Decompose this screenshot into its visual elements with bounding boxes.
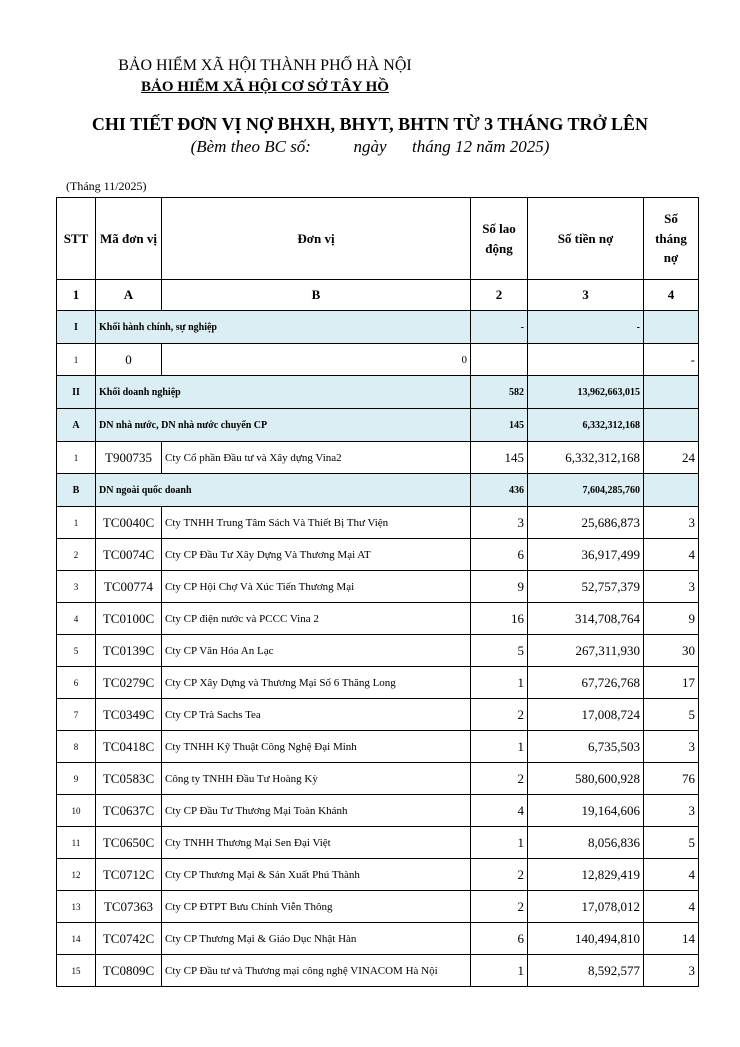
cell-unit-name: Cty CP ĐTPT Bưu Chính Viễn Thông <box>162 891 471 923</box>
cell-amount: 17,078,012 <box>528 891 644 923</box>
col-index-unit: B <box>162 280 471 311</box>
cell-stt: 1 <box>57 442 96 474</box>
cell-unit-name: Cty CP Văn Hóa An Lạc <box>162 635 471 667</box>
cell-workers: 145 <box>471 442 528 474</box>
table-row <box>57 442 699 474</box>
cell-unit-name: Cty TNHH Thương Mại Sen Đại Việt <box>162 827 471 859</box>
cell-workers: 4 <box>471 795 528 827</box>
group-row <box>57 376 699 409</box>
table-row <box>57 539 699 571</box>
cell-amount: 19,164,606 <box>528 795 644 827</box>
cell-unit-name: Cty TNHH Kỹ Thuật Công Nghệ Đại Minh <box>162 731 471 763</box>
table-row <box>57 507 699 539</box>
cell-unit-name: Cty CP Thương Mại & Giáo Dục Nhật Hàn <box>162 923 471 955</box>
cell-unit-code: TC07363 <box>96 891 162 923</box>
cell-workers: 145 <box>471 409 528 442</box>
col-header-stt: STT <box>57 198 96 280</box>
cell-unit-code: TC0712C <box>96 859 162 891</box>
cell-stt: 10 <box>57 795 96 827</box>
cell-group-name: Khối hành chính, sự nghiệp <box>96 311 471 344</box>
debt-table <box>56 197 699 987</box>
cell-stt: 5 <box>57 635 96 667</box>
cell-workers: 6 <box>471 923 528 955</box>
table-row <box>57 827 699 859</box>
table-row <box>57 763 699 795</box>
table-row <box>57 891 699 923</box>
cell-months: 4 <box>644 859 699 891</box>
cell-months: 3 <box>644 507 699 539</box>
cell-unit-code: TC0279C <box>96 667 162 699</box>
cell-months <box>644 474 699 507</box>
cell-months: 4 <box>644 891 699 923</box>
cell-stt: 6 <box>57 667 96 699</box>
cell-workers: 1 <box>471 827 528 859</box>
cell-amount: 13,962,663,015 <box>528 376 644 409</box>
column-index-row <box>57 280 699 311</box>
cell-unit-code: TC00774 <box>96 571 162 603</box>
cell-stt: 9 <box>57 763 96 795</box>
cell-amount: 52,757,379 <box>528 571 644 603</box>
col-index-code: A <box>96 280 162 311</box>
table-row <box>57 859 699 891</box>
table-row <box>57 699 699 731</box>
cell-unit-code: TC0583C <box>96 763 162 795</box>
cell-stt: 3 <box>57 571 96 603</box>
cell-workers: 3 <box>471 507 528 539</box>
cell-unit-name: Công ty TNHH Đầu Tư Hoàng Kỳ <box>162 763 471 795</box>
cell-unit-name: Cty CP Thương Mại & Sản Xuất Phú Thành <box>162 859 471 891</box>
cell-months <box>644 311 699 344</box>
table-row <box>57 667 699 699</box>
report-subtitle: (Bèm theo BC số: ngày tháng 12 năm 2025) <box>190 137 550 156</box>
cell-months: - <box>644 344 699 376</box>
cell-unit-name: Cty CP Đầu Tư Xây Dựng Và Thương Mại AT <box>162 539 471 571</box>
cell-stt: II <box>57 376 96 409</box>
cell-months: 5 <box>644 827 699 859</box>
cell-stt: 1 <box>57 507 96 539</box>
cell-months: 17 <box>644 667 699 699</box>
cell-workers <box>471 344 528 376</box>
cell-unit-name: Cty Cổ phần Đầu tư và Xây dựng Vina2 <box>162 442 471 474</box>
col-header-unit: Đơn vị <box>162 198 471 280</box>
cell-unit-name: 0 <box>162 344 471 376</box>
table-header-row <box>57 198 699 280</box>
cell-unit-code: TC0809C <box>96 955 162 987</box>
cell-workers: 6 <box>471 539 528 571</box>
cell-workers: 1 <box>471 955 528 987</box>
cell-stt: 1 <box>57 344 96 376</box>
cell-amount: 6,332,312,168 <box>528 442 644 474</box>
table-row <box>57 923 699 955</box>
cell-unit-name: Cty CP Trà Sachs Tea <box>162 699 471 731</box>
cell-amount: 267,311,930 <box>528 635 644 667</box>
cell-months: 24 <box>644 442 699 474</box>
cell-unit-name: Cty CP Hội Chợ Và Xúc Tiến Thương Mại <box>162 571 471 603</box>
col-index-stt: 1 <box>57 280 96 311</box>
cell-amount <box>528 344 644 376</box>
cell-amount: 7,604,285,760 <box>528 474 644 507</box>
cell-months <box>644 376 699 409</box>
cell-stt: B <box>57 474 96 507</box>
table-row <box>57 344 699 376</box>
cell-stt: 8 <box>57 731 96 763</box>
cell-unit-code: TC0637C <box>96 795 162 827</box>
cell-amount: 36,917,499 <box>528 539 644 571</box>
cell-stt: A <box>57 409 96 442</box>
table-row <box>57 571 699 603</box>
cell-stt: 12 <box>57 859 96 891</box>
cell-group-name: Khối doanh nghiệp <box>96 376 471 409</box>
cell-amount: 12,829,419 <box>528 859 644 891</box>
cell-unit-code: T900735 <box>96 442 162 474</box>
cell-months: 4 <box>644 539 699 571</box>
cell-amount: 67,726,768 <box>528 667 644 699</box>
cell-unit-name: Cty CP Xây Dựng và Thương Mại Số 6 Thăng Long <box>162 667 471 699</box>
cell-workers: 2 <box>471 891 528 923</box>
cell-amount: 314,708,764 <box>528 603 644 635</box>
cell-amount: 17,008,724 <box>528 699 644 731</box>
cell-workers: 9 <box>471 571 528 603</box>
cell-amount: - <box>528 311 644 344</box>
report-period: (Tháng 11/2025) <box>66 179 147 193</box>
cell-workers: 16 <box>471 603 528 635</box>
cell-workers: 2 <box>471 859 528 891</box>
cell-months: 3 <box>644 955 699 987</box>
cell-months: 3 <box>644 795 699 827</box>
cell-workers: 5 <box>471 635 528 667</box>
cell-stt: 4 <box>57 603 96 635</box>
cell-unit-name: Cty CP Đầu Tư Thương Mại Toàn Khánh <box>162 795 471 827</box>
cell-group-name: DN ngoài quốc doanh <box>96 474 471 507</box>
group-row <box>57 474 699 507</box>
col-index-amount: 3 <box>528 280 644 311</box>
table-row <box>57 795 699 827</box>
cell-months <box>644 409 699 442</box>
col-header-code: Mã đơn vị <box>96 198 162 280</box>
cell-months: 30 <box>644 635 699 667</box>
cell-unit-code: TC0349C <box>96 699 162 731</box>
cell-unit-code: TC0040C <box>96 507 162 539</box>
cell-amount: 8,056,836 <box>528 827 644 859</box>
cell-workers: 1 <box>471 667 528 699</box>
cell-workers: 582 <box>471 376 528 409</box>
cell-unit-name: Cty TNHH Trung Tâm Sách Và Thiết Bị Thư Viện <box>162 507 471 539</box>
cell-amount: 8,592,577 <box>528 955 644 987</box>
table-row <box>57 731 699 763</box>
cell-months: 9 <box>644 603 699 635</box>
cell-workers: 2 <box>471 763 528 795</box>
cell-stt: 2 <box>57 539 96 571</box>
report-title: CHI TIẾT ĐƠN VỊ NỢ BHXH, BHYT, BHTN TỪ 3 THÁNG TRỞ LÊN <box>91 114 649 134</box>
cell-workers: 2 <box>471 699 528 731</box>
col-index-months: 4 <box>644 280 699 311</box>
cell-unit-code: TC0100C <box>96 603 162 635</box>
cell-stt: 13 <box>57 891 96 923</box>
col-header-months: Số tháng nợ <box>644 198 699 280</box>
cell-unit-name: Cty CP điện nước và PCCC Vina 2 <box>162 603 471 635</box>
cell-unit-code: TC0742C <box>96 923 162 955</box>
cell-months: 14 <box>644 923 699 955</box>
cell-months: 3 <box>644 571 699 603</box>
cell-unit-name: Cty CP Đầu tư và Thương mại công nghệ VINACOM Hà Nội <box>162 955 471 987</box>
cell-stt: I <box>57 311 96 344</box>
cell-stt: 14 <box>57 923 96 955</box>
cell-amount: 140,494,810 <box>528 923 644 955</box>
cell-unit-code: TC0650C <box>96 827 162 859</box>
cell-amount: 6,735,503 <box>528 731 644 763</box>
group-row <box>57 311 699 344</box>
table-row <box>57 955 699 987</box>
group-row <box>57 409 699 442</box>
col-header-amount: Số tiền nợ <box>528 198 644 280</box>
cell-stt: 11 <box>57 827 96 859</box>
cell-workers: 1 <box>471 731 528 763</box>
table-row <box>57 603 699 635</box>
cell-stt: 7 <box>57 699 96 731</box>
org-parent-name: BẢO HIỂM XÃ HỘI THÀNH PHỐ HÀ NỘI <box>118 57 412 74</box>
cell-unit-code: TC0074C <box>96 539 162 571</box>
cell-group-name: DN nhà nước, DN nhà nước chuyển CP <box>96 409 471 442</box>
cell-amount: 580,600,928 <box>528 763 644 795</box>
cell-unit-code: TC0139C <box>96 635 162 667</box>
cell-unit-code: 0 <box>96 344 162 376</box>
cell-unit-code: TC0418C <box>96 731 162 763</box>
cell-workers: 436 <box>471 474 528 507</box>
org-unit-name: BẢO HIỂM XÃ HỘI CƠ SỞ TÂY HỒ <box>141 79 389 95</box>
cell-stt: 15 <box>57 955 96 987</box>
cell-months: 76 <box>644 763 699 795</box>
col-index-workers: 2 <box>471 280 528 311</box>
cell-months: 5 <box>644 699 699 731</box>
cell-workers: - <box>471 311 528 344</box>
cell-amount: 6,332,312,168 <box>528 409 644 442</box>
cell-months: 3 <box>644 731 699 763</box>
col-header-workers: Số lao động <box>471 198 528 280</box>
table-row <box>57 635 699 667</box>
cell-amount: 25,686,873 <box>528 507 644 539</box>
